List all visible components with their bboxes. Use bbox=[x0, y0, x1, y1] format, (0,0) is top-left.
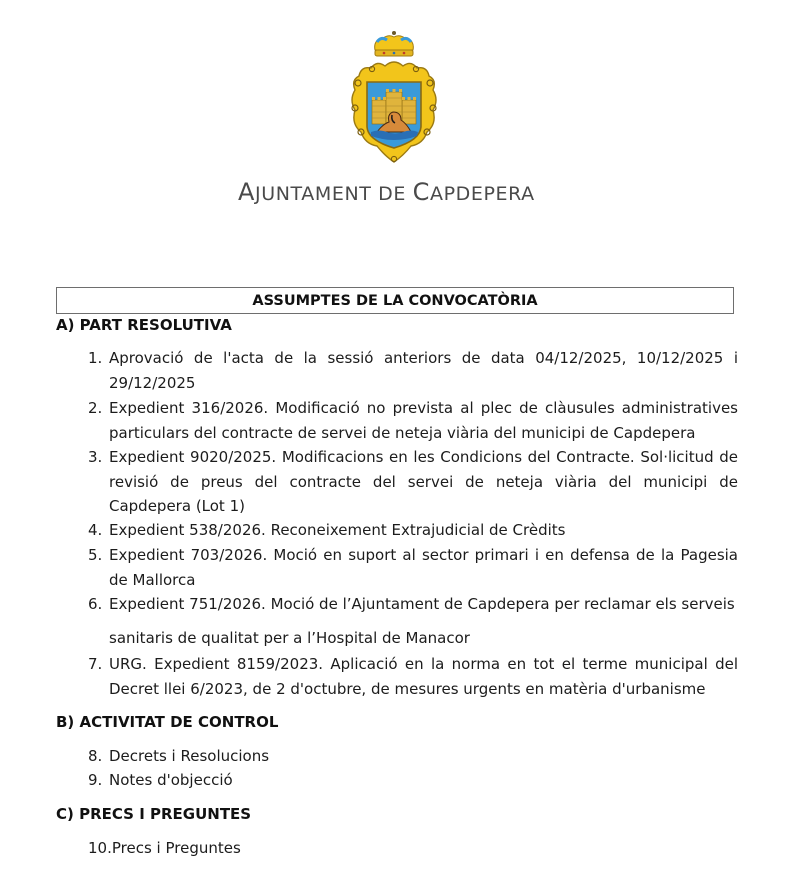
agenda-item-9: 9. Notes d'objecció bbox=[88, 771, 233, 789]
section-heading-part-resolutiva: A) PART RESOLUTIVA bbox=[56, 316, 232, 334]
agenda-item-4: 4. Expedient 538/2026. Reconeixement Extrajudicial de Crèdits bbox=[88, 521, 566, 539]
agenda-title-box bbox=[56, 287, 734, 314]
crown-icon bbox=[375, 31, 414, 56]
coat-of-arms-icon bbox=[339, 28, 449, 178]
agenda-item-7: 7. URG. Expedient 8159/2023. Aplicació en la norma en tot el terme municipal del Decret llei 6/2023, de 2 d'octubre, de mesures urgents en matèria d'urbanisme bbox=[88, 655, 738, 698]
agenda-item-3: 3. Expedient 9020/2025. Modificacions en les Condicions del Contracte. Sol·licitud de revisió de preus del contracte del servei de neteja viària del municipi de Capdepera (Lot 1) bbox=[88, 448, 738, 515]
agenda-title: ASSUMPTES DE LA CONVOCATÒRIA bbox=[252, 292, 538, 309]
agenda-item-1: 1. Aprovació de l'acta de la sessió anteriors de data 04/12/2025, 10/12/2025 i 29/12/2025 bbox=[88, 349, 738, 392]
agenda-item-10: 10.Precs i Preguntes bbox=[88, 839, 241, 857]
header-logo-area bbox=[0, 28, 800, 178]
agenda-item-6-continuation: sanitaris de qualitat per a l’Hospital de Manacor bbox=[109, 629, 470, 647]
agenda-item-6: 6. Expedient 751/2026. Moció de l’Ajuntament de Capdepera per reclamar els serveis bbox=[88, 595, 735, 613]
section-heading-activitat-de-control: B) ACTIVITAT DE CONTROL bbox=[56, 713, 279, 731]
agenda-item-2: 2. Expedient 316/2026. Modificació no prevista al plec de clàusules administratives particulars del contracte de servei de neteja viària del municipi de Capdepera bbox=[88, 399, 738, 442]
agenda-item-5: 5. Expedient 703/2026. Moció en suport al sector primari i en defensa de la Pagesia de Mallorca bbox=[88, 546, 738, 589]
organization-name: AJUNTAMENT DE CAPDEPERA bbox=[238, 178, 535, 206]
agenda-item-8: 8. Decrets i Resolucions bbox=[88, 747, 270, 765]
section-heading-precs-i-preguntes: C) PRECS I PREGUNTES bbox=[56, 805, 252, 823]
